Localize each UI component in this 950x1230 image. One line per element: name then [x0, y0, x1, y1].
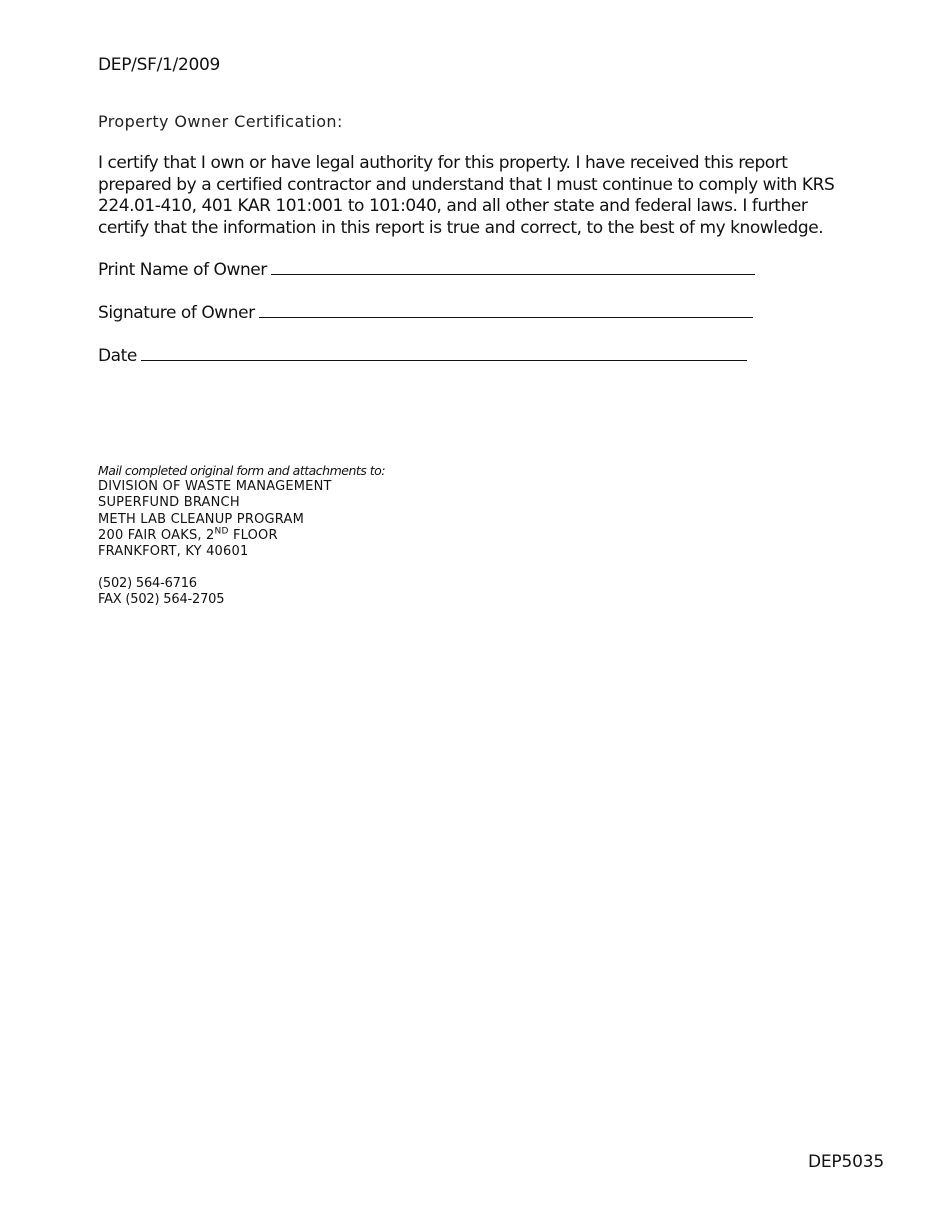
- mailing-address-block: [98, 463, 385, 609]
- signature-field[interactable]: [98, 303, 753, 323]
- print-name-label: Print Name of Owner: [98, 260, 267, 280]
- form-code: DEP5035: [808, 1152, 884, 1172]
- date-field[interactable]: [98, 346, 747, 366]
- signature-label: Signature of Owner: [98, 303, 255, 323]
- print-name-field[interactable]: [98, 260, 755, 280]
- mailing-intro: Mail completed original form and attachments to:: [98, 463, 386, 478]
- program-name: METH LAB CLEANUP PROGRAM: [98, 511, 304, 527]
- fax-number: FAX (502) 564-2705: [98, 592, 225, 608]
- street-address: 200 FAIR OAKS, 2ND FLOOR: [98, 526, 278, 543]
- phone-number: (502) 564-6716: [98, 576, 197, 592]
- branch-name: SUPERFUND BRANCH: [98, 495, 240, 511]
- date-line[interactable]: [141, 346, 747, 361]
- document-id: DEP/SF/1/2009: [98, 55, 221, 75]
- city-state-zip: FRANKFORT, KY 40601: [98, 544, 249, 560]
- date-label: Date: [98, 346, 137, 366]
- division-name: DIVISION OF WASTE MANAGEMENT: [98, 479, 332, 495]
- signature-line[interactable]: [259, 303, 753, 318]
- floor-ordinal: ND: [214, 526, 229, 537]
- certification-statement: I certify that I own or have legal authority for this property. I have received this report prepared by a certified contractor and understand that I must continue to comply with KRS 224.01-410, 401 KAR 101:001 to 101:040, and all other state and federal laws. I further certify that the information in this report is true and correct, to the best of my knowledge.: [98, 153, 835, 238]
- print-name-line[interactable]: [271, 260, 755, 275]
- section-title: Property Owner Certification:: [98, 112, 343, 131]
